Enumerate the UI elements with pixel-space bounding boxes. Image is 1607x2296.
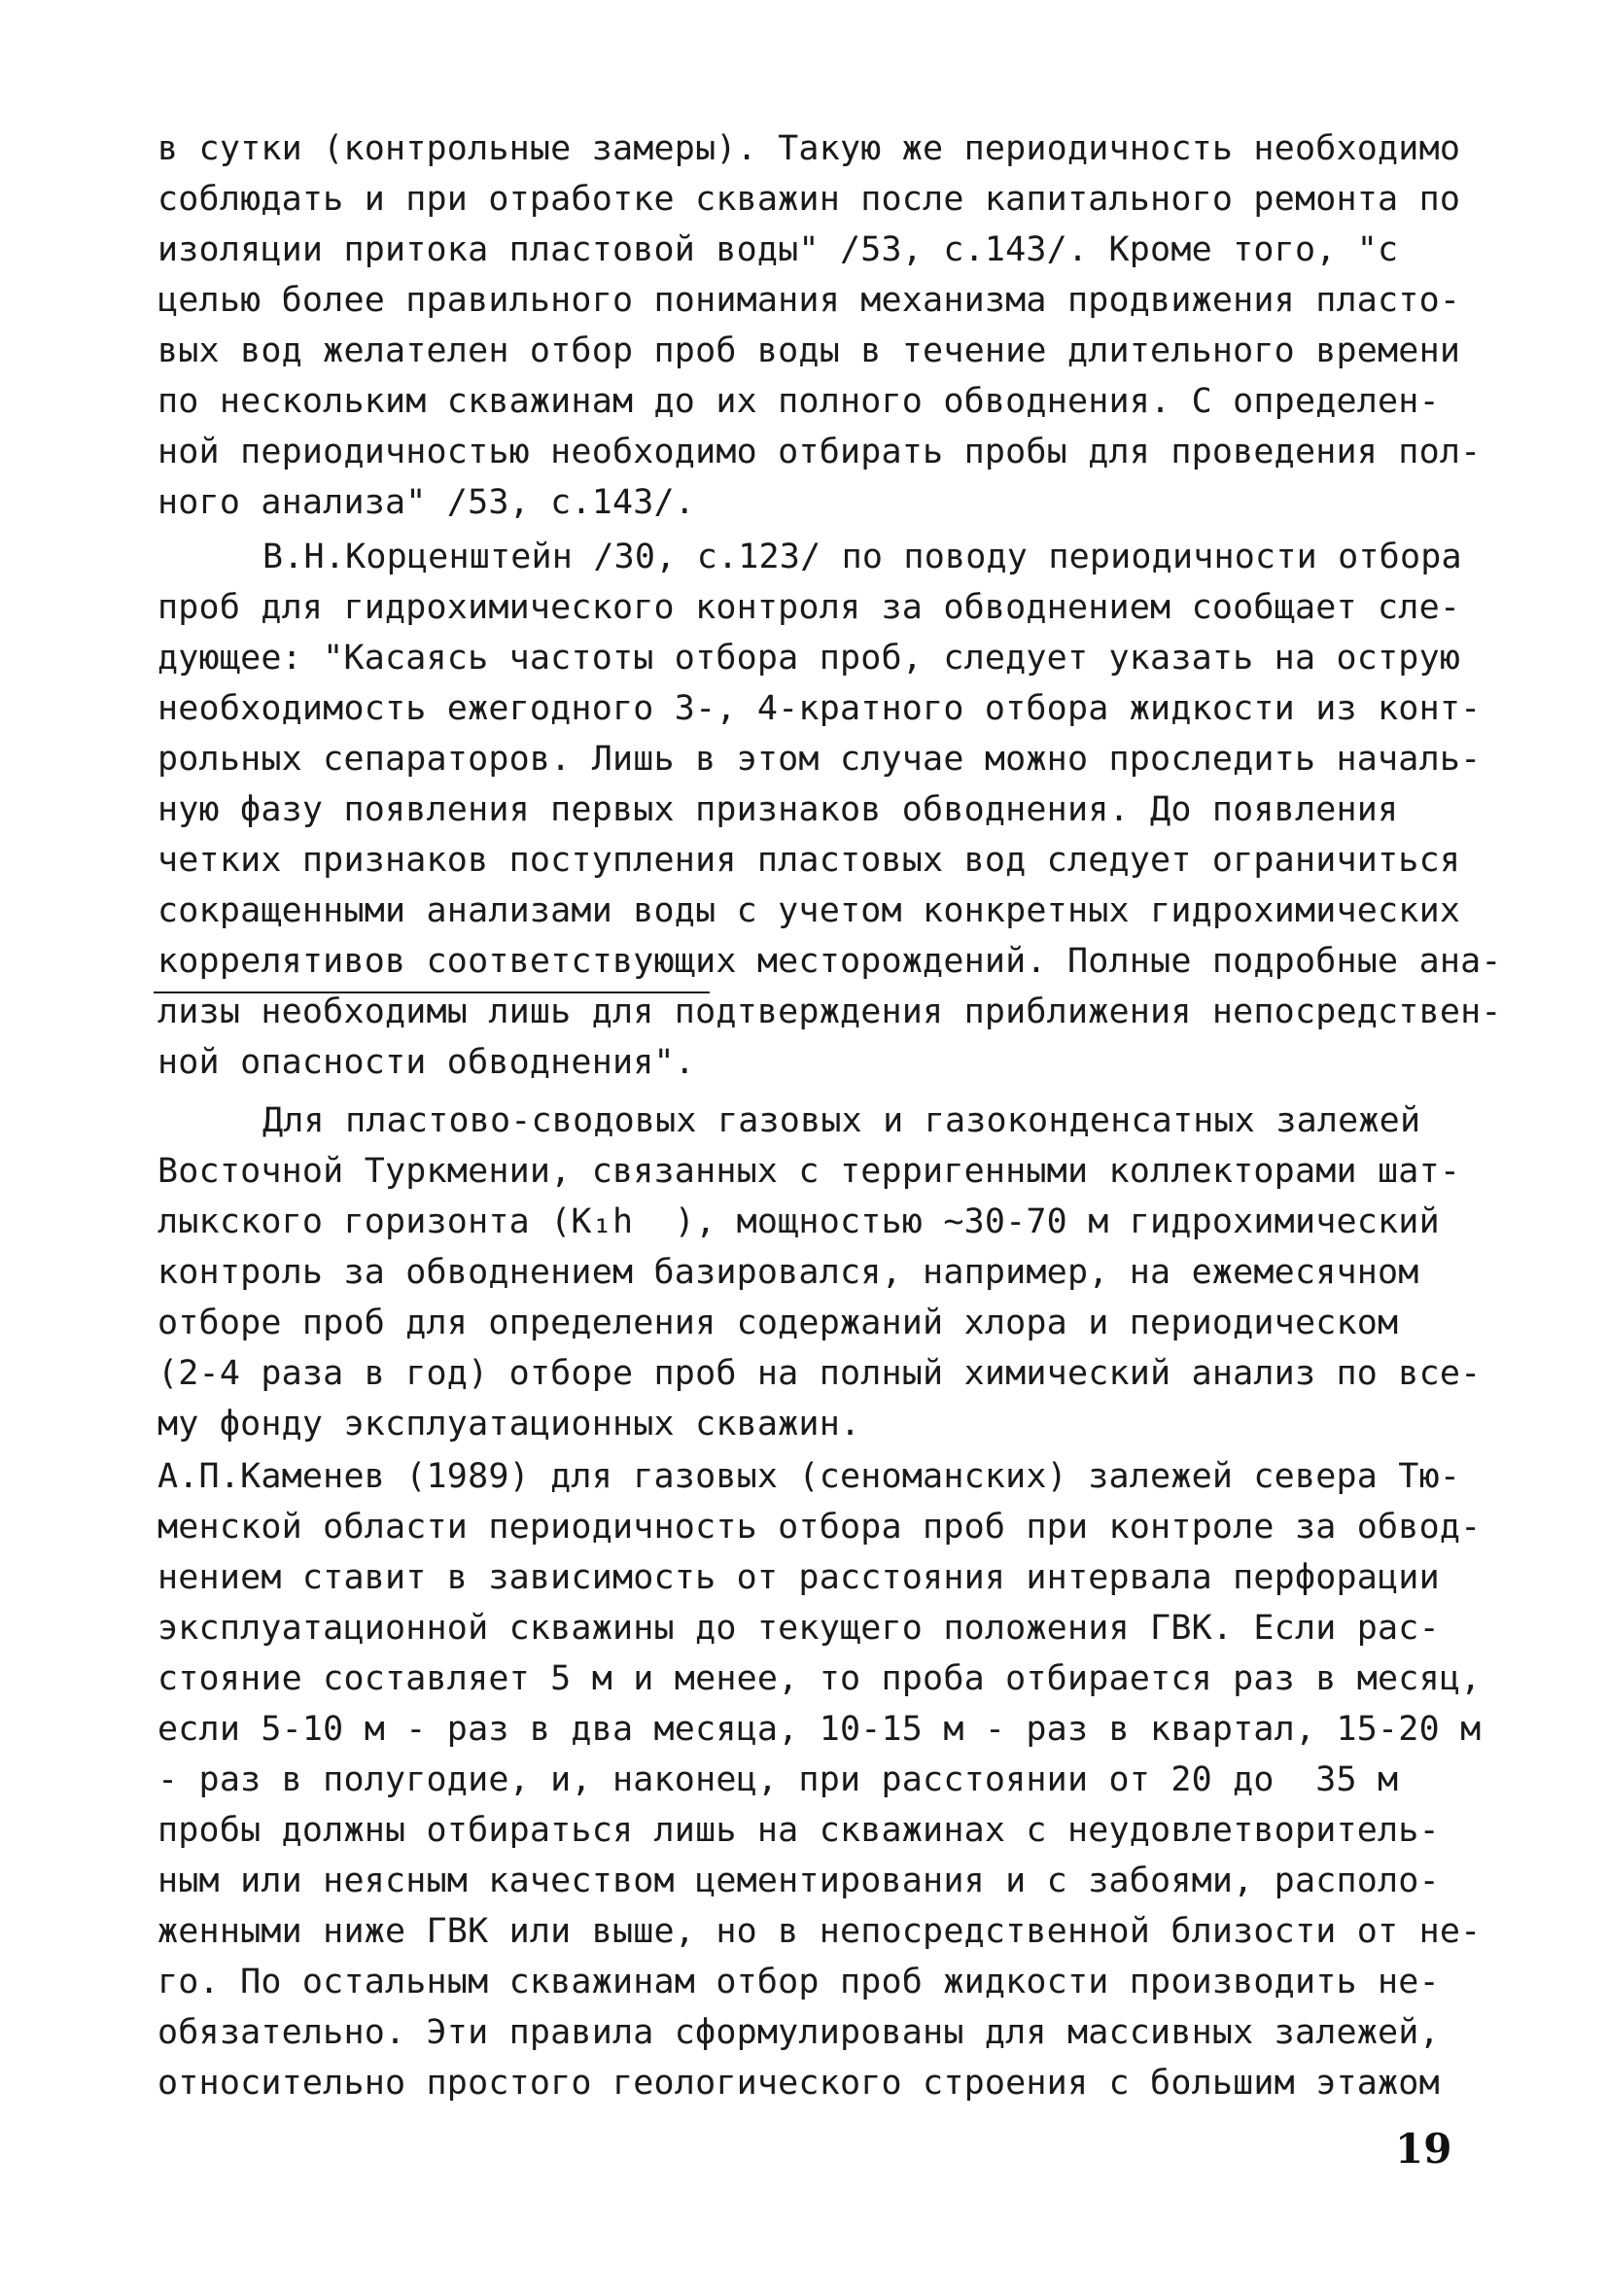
text-line: обязательно. Эти правила сформулированы для массивных залежей, <box>157 2013 1440 2052</box>
text-line: соблюдать и при отработке скважин после капитального ремонта по <box>157 180 1461 219</box>
text-line: по нескольким скважинам до их полного обводнения. С определен- <box>157 382 1440 421</box>
text-line: нением ставит в зависимость от расстояния интервала перфорации <box>157 1558 1440 1597</box>
text-line: изоляции притока пластовой воды" /53, с.143/. Кроме того, "с <box>157 230 1399 269</box>
text-line: проб для гидрохимического контроля за обводнением сообщает сле- <box>157 588 1461 627</box>
text-line: го. По остальным скважинам отбор проб жидкости производить не- <box>157 1963 1440 2001</box>
page-number: 19 <box>1395 2125 1452 2173</box>
text-line: рольных сепараторов. Лишь в этом случае можно проследить началь- <box>157 740 1482 779</box>
paragraph-first-line: А.П.Каменев (1989) для газовых (сеноманских) залежей севера Тю- <box>157 1457 1461 1496</box>
text-line: необходимость ежегодного 3-, 4-кратного отбора жидкости из конт- <box>157 689 1482 728</box>
text-line: четких признаков поступления пластовых вод следует ограничиться <box>157 841 1461 880</box>
text-line: коррелятивов соответствующих месторождений. Полные подробные ана- <box>157 942 1502 981</box>
text-line: (2-4 раза в год) отборе проб на полный химический анализ по все- <box>157 1354 1482 1393</box>
paragraph-first-line: В.Н.Корценштейн /30, с.123/ по поводу периодичности отбора <box>262 538 1462 576</box>
text-line: эксплуатационной скважины до текущего положения ГВК. Если рас- <box>157 1609 1440 1648</box>
text-line: лизы необходимы лишь для подтверждения приближения непосредствен- <box>157 992 1502 1031</box>
text-line: менской области периодичность отбора проб при контроле за обвод- <box>157 1508 1482 1547</box>
text-line: ную фазу появления первых признаков обводнения. До появления <box>157 790 1399 829</box>
text-line: вых вод желателен отбор проб воды в течение длительного времени <box>157 331 1461 370</box>
text-line: му фонду эксплуатационных скважин. <box>157 1405 861 1444</box>
text-line: женными ниже ГВК или выше, но в непосредственной близости от не- <box>157 1912 1482 1951</box>
text-line: контроль за обводнением базировался, например, на ежемесячном <box>157 1253 1419 1292</box>
text-line: пробы должны отбираться лишь на скважинах с неудовлетворитель- <box>157 1811 1440 1850</box>
text-line: Восточной Туркмении, связанных с терригенными коллекторами шат- <box>157 1152 1461 1191</box>
text-line: - раз в полугодие, и, наконец, при расстоянии от 20 до 35 м <box>157 1760 1399 1799</box>
text-line: ным или неясным качеством цементирования и с забоями, располо- <box>157 1861 1440 1900</box>
text-line: отборе проб для определения содержаний хлора и периодическом <box>157 1304 1399 1342</box>
paragraph-first-line: Для пластово-сводовых газовых и газоконденсатных залежей <box>262 1101 1421 1140</box>
text-line: если 5-10 м - раз в два месяца, 10-15 м - раз в квартал, 15-20 м <box>157 1710 1482 1749</box>
text-line: относительно простого геологического строения с большим этажом <box>157 2064 1440 2103</box>
text-line: лыкского горизонта (K₁h ), мощностью ~30-70 м гидрохимический <box>157 1202 1440 1241</box>
text-line: стояние составляет 5 м и менее, то проба отбирается раз в месяц, <box>157 1659 1482 1698</box>
text-line: ной периодичностью необходимо отбирать пробы для проведения пол- <box>157 433 1482 471</box>
text-line: в сутки (контрольные замеры). Такую же периодичность необходимо <box>157 129 1461 168</box>
text-line: целью более правильного понимания механизма продвижения пласто- <box>157 281 1461 320</box>
text-line: ной опасности обводнения". <box>157 1043 696 1082</box>
text-line: ного анализа" /53, с.143/. <box>157 483 696 522</box>
text-line: дующее: "Касаясь частоты отбора проб, следует указать на острую <box>157 639 1461 678</box>
text-line: сокращенными анализами воды с учетом конкретных гидрохимических <box>157 891 1461 930</box>
